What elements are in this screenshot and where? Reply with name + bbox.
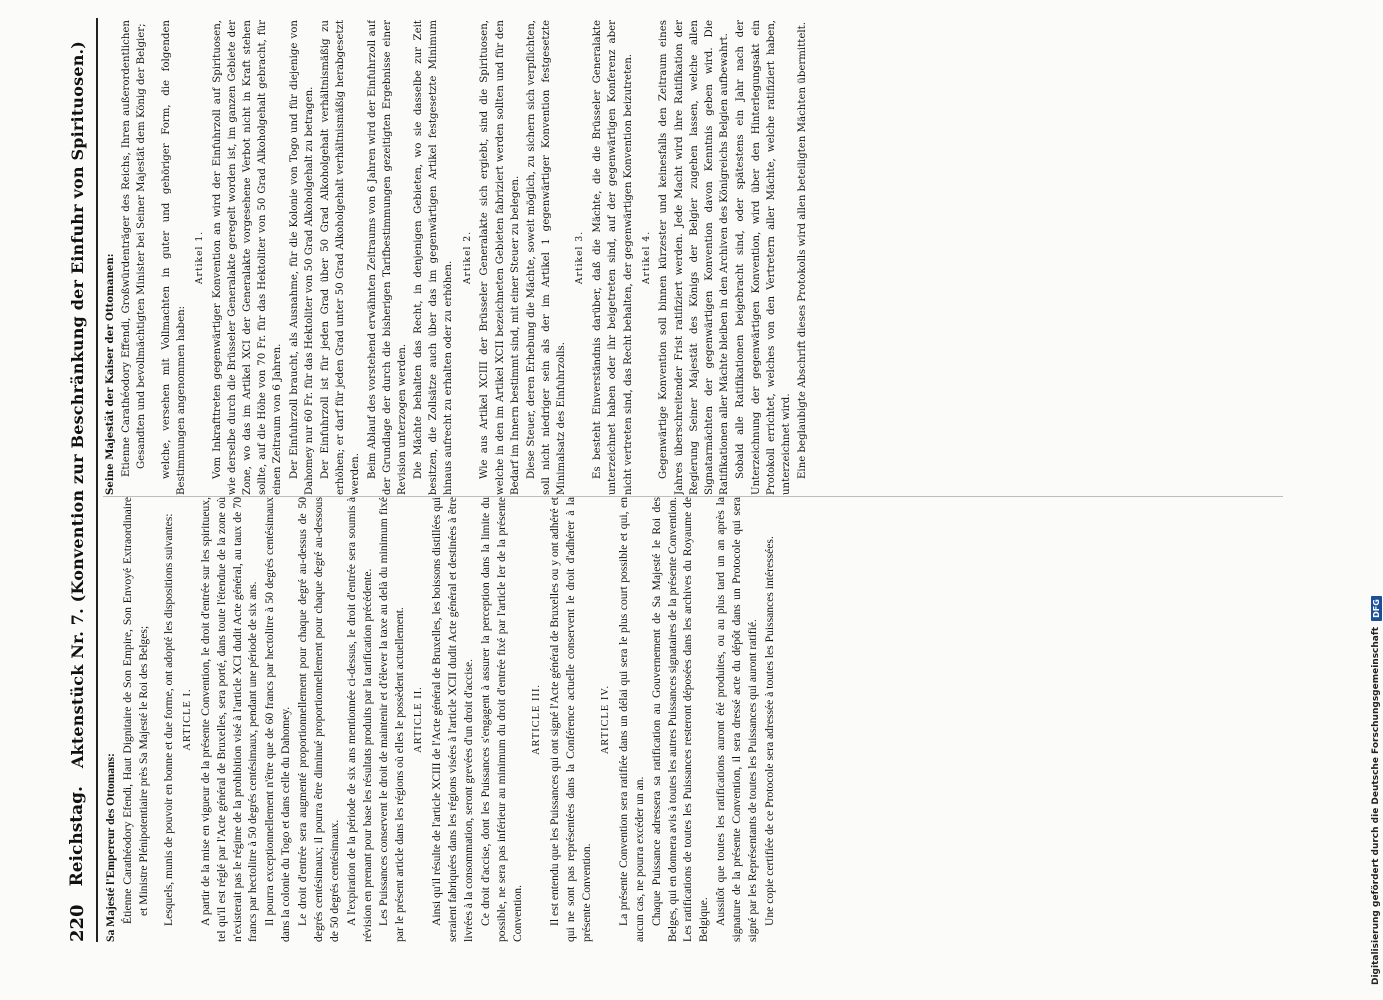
paragraph: Eine beglaubigte Abschrift dieses Protokolls wird allen beteiligten Mächten übermittelt. (797, 22, 809, 479)
paragraph: Le droit d'entrée sera augmenté proportionnellement pour chaque degré au-dessus de 50 degrés centésimaux; il pourra être diminué proportionnellement pour chaque degré au-dessous de 50 degrés centésimaux. (296, 497, 341, 942)
section-title: Reichstag. (67, 786, 87, 887)
paragraph: A partir de la mise en vigueur de la présente Convention, le droit d'entrée sur les spiritueux, tel qu'il est réglé par l'Acte général de Bruxelles, sera porté, dans toute l'étendue de la zone où n'existerait pas le régime de la prohibition visé à l'article XCI dudit Acte général, au taux de 70 francs par hectolitre à 50 degrés centésimaux, pendant une période de six ans. (198, 497, 260, 942)
paragraph: Der Einfuhrzoll ist für jeden Grad über 50 Grad Alkoholgehalt verhältnismäßig zu erhöhen; er darf für jeden Grad unter 50 Grad Alkoholgehalt verhältnismäßig herabgesetzt werden. (319, 20, 362, 495)
german-column (103, 20, 1293, 495)
paragraph: Gegenwärtige Konvention soll binnen kürzester und keinesfalls den Zeitraum eines Jahres überschreitender Frist ratifiziert werden. Jede Macht wird ihre Ratifikation der Regierung Seiner Majestät des Königs der Belgier zugehen lassen, welche allen Signatarmächten der gegenwärtigen Konvention davon Kenntnis geben wird. Die Ratifikationen aller Mächte bleiben in den Archiven des Königreichs Belgien aufbewahrt. (658, 20, 731, 495)
credit-text: Digitalisierung gefördert durch die Deutsche Forschungsgemeinschaft (1371, 626, 1381, 985)
article-3-heading: Artikel 3. (574, 230, 586, 285)
paragraph: Ainsi qu'il résulte de l'article XCIII de l'Acte général de Bruxelles, les boissons distillées qui seraient fabriquées dans les régions visées à l'article XCII dudit Acte général et destinées à être livrées à la consommation, seront grevées d'un droit d'accise. (430, 497, 476, 942)
paragraph: Il est entendu que les Puissances qui ont signé l'Acte général de Bruxelles ou y ont adhéré et qui ne sont pas représentées dans la Conférence actuelle conservent le droit d'adhérer à la présente Convention. (548, 497, 593, 942)
dfg-logo: DFG (1371, 596, 1382, 621)
signatory-delegate: Étienne Carathéodory Efendi, Haut Dignitaire de Son Empire, Son Envoyé Extraordinaire et Ministre Plénipotentiaire près Sa Majesté le Roi des Belges; (120, 497, 150, 924)
paragraph: A l'expiration de la période de six ans mentionnée ci-dessus, le droit d'entrée sera soumis à révision en prenant pour base les résultats produits par la tarification précédente. (344, 497, 374, 942)
paragraph: Chaque Puissance adressera sa ratification au Gouvernement de Sa Majesté le Roi des Belges, qui en donnera avis à toutes les autres Puissances signataires de la présente Convention. Les ratifications de toutes les Puissances resteront déposées dans les archives du Royaume de Belgique. (649, 497, 711, 942)
paragraph: Sobald alle Ratifikationen beigebracht sind, oder spätestens ein Jahr nach der Unterzeichnung der gegenwärtigen Konvention, wird über den Hinterlegungsakt ein Protokoll errichtet, welches von den Vertretern aller Mächte, welche ratifiziert haben, unterzeichnet wird. (735, 20, 792, 495)
digitization-credit (1369, 15, 1383, 985)
paragraph: Diese Steuer, deren Erhebung die Mächte, soweit möglich, zu sichern sich verpflichten, soll nicht niedriger sein als der im Artikel 1 gegenwärtiger Konvention festgesetzte Minimalsatz des Einfuhrzolls. (525, 20, 568, 495)
paragraph: Beim Ablauf des vorstehend erwähnten Zeitraums von 6 Jahren wird der Einfuhrzoll auf der Grundlage der durch die bisherigen Tarifbestimmungen gezeitigten Ergebnisse einer Revision unterzogen werden. (366, 20, 408, 495)
paragraph: Der Einfuhrzoll braucht, als Ausnahme, für die Kolonie von Togo und für diejenige von Dahomey nur 60 Fr. für das Hektoliter von 50 Grad Alkoholgehalt zu betragen. (288, 20, 315, 495)
article-4-heading: ARTICLE IV. (599, 684, 611, 755)
preamble: welche, versehen mit Vollmachten in guter und gehöriger Form, die folgenden Bestimmungen angenommen haben: (160, 20, 187, 495)
header-rule (96, 18, 98, 942)
paragraph: La présente Convention sera ratifiée dans un délai qui sera le plus court possible et qui, en aucun cas, ne pourra excéder un an. (616, 497, 646, 942)
article-3-heading: ARTICLE III. (530, 683, 542, 756)
article-4-heading: Artikel 4. (640, 230, 652, 285)
signatory-delegate: Etienne Carathéodory Effendi, Großwürdenträger des Reichs, Ihren außerordentlichen Gesandten und bevollmächtigten Minister bei Seiner Majestät dem König der Belgier; (121, 20, 148, 477)
paragraph: Il pourra exceptionnellement n'être que de 60 francs par hectolitre à 50 degrés centésimaux dans la colonie du Togo et dans celle du Dahomey. (263, 497, 293, 942)
paragraph: Les Puissances conservent le droit de maintenir et d'élever la taxe au delà du minimum fixé par le présent article dans les régions où elles le possèdent actuellement. (377, 497, 407, 942)
preamble: Lesquels, munis de pouvoir en bonne et due forme, ont adopté les dispositions suivantes: (161, 513, 175, 926)
paragraph: Die Mächte behalten das Recht, in denjenigen Gebieten, wo sie dasselbe zur Zeit besitzen, die Zollsätze auch über das im gegenwärtigen Artikel festgesetzte Minimum hinaus aufrecht zu erhalten oder zu erhöhen. (413, 20, 455, 495)
french-column (103, 497, 1293, 942)
article-2-heading: Artikel 2. (461, 230, 473, 285)
signatory-lead: Sa Majesté l'Empereur des Ottomans: (104, 753, 117, 942)
paragraph: Es besteht Einverständnis darüber, daß die Mächte, die die Brüsseler Generalakte unterzeichnet haben oder ihr beigetreten sind, auf der gegenwärtigen Konferenz aber nicht vertreten sind, das Recht behalten, der gegenwärtigen Konvention beizutreten. (592, 20, 634, 495)
column-divider (103, 496, 1283, 497)
paragraph: Wie aus Artikel XCIII der Brüsseler Generalakte sich ergiebt, sind die Spirituosen, welche in den im Artikel XCII bezeichneten Gebieten fabriziert werden sollten und für den Bedarf im Innern bestimmt sind, mit einer Steuer zu belegen. (479, 20, 521, 495)
page-header (60, 17, 94, 942)
paragraph: Aussitôt que toutes les ratifications auront été produites, ou au plus tard un an après la signature de la présente Convention, il sera dressé acte du dépôt dans un Protocole qui sera signé par les Représentants de toutes les Puissances qui auront ratifié. (714, 497, 759, 942)
article-2-heading: ARTICLE II. (413, 686, 425, 753)
document-title: Aktenstück Nr. 7. (Konvention zur Beschränkung der Einfuhr von Spirituosen.) (67, 40, 87, 769)
paragraph: Une copie certifiée de ce Protocole sera adressée à toutes les Puissances intéressées. (762, 536, 776, 926)
article-1-heading: Artikel 1. (193, 230, 205, 285)
paragraph: Vom Inkrafttreten gegenwärtiger Konvention an wird der Einfuhrzoll auf Spirituosen, wie derselbe durch die Brüsseler Generalakte geregelt worden ist, im ganzen Gebiete der Zone, wo das im Artikel XCI der Generalakte vorgesehene Verbot nicht in Kraft stehen sollte, auf die Höhe von 70 Fr. für das Hektoliter von 50 Grad Alkoholgehalt gebracht, für einen Zeitraum von 6 Jahren. (211, 20, 284, 495)
page-number: 220 (66, 904, 88, 942)
article-1-heading: ARTICLE I. (181, 688, 193, 751)
signatory-lead: Seine Majestät der Kaiser der Ottomanen: (104, 253, 116, 495)
paragraph: Ce droit d'accise, dont les Puissances s'engagent à assurer la perception dans la limite du possible, ne sera pas inférieur au minimum du droit d'entrée fixé par l'article Ier de la présente Convention. (479, 497, 524, 942)
